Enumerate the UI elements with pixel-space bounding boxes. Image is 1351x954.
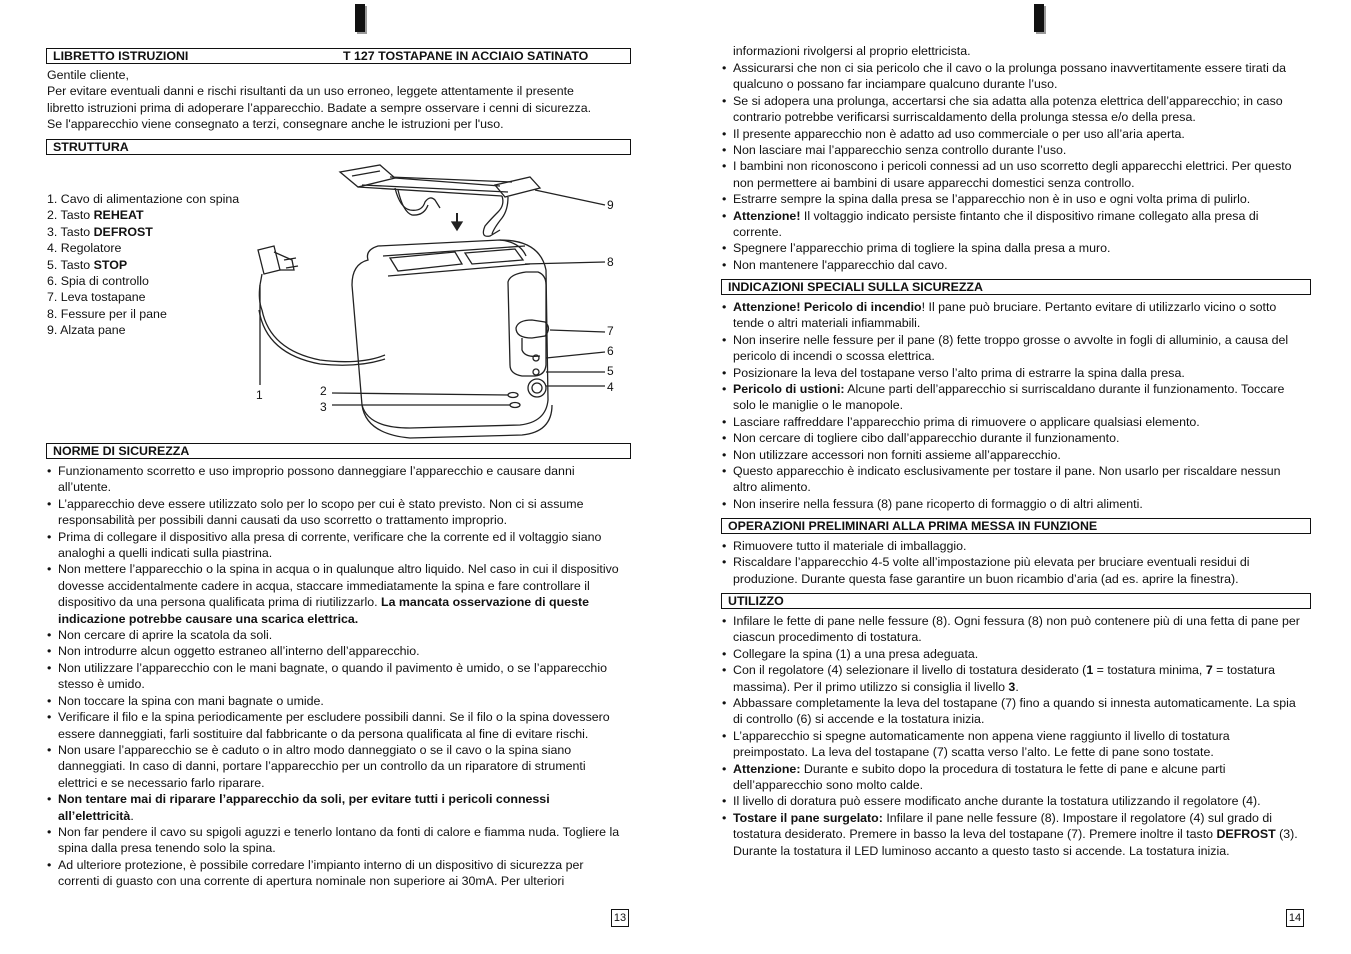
bullet-text: Non utilizzare accessori non forniti assieme all’apparecchio. [733,447,1061,462]
bullet-bold-text: Attenzione! Pericolo di incendio [733,300,922,314]
bullet-item [721,126,1306,142]
section-title: INDICAZIONI SPECIALI SULLA SICUREZZA [728,280,983,294]
usage-list [721,613,1306,859]
bullet-text: Ad ulteriore protezione, è possibile corredare l’impianto interno di un dispositivo di sicurezza per correnti di guasto con una corrente di apertura nominale non superiore ai 30mA. Per ulteriori [58,857,584,889]
part-item [47,322,239,338]
part-label: 7. Leva tostapane [47,290,146,305]
callout-5: 5 [607,364,614,378]
bullet-item [721,761,1306,794]
callout-3: 3 [320,400,327,414]
bullet-item [46,791,626,824]
bullet-bold-text: Non tentare mai di riparare l’apparecchio da soli, per evitare tutti i pericoli connessi all’elettricità [58,792,550,823]
bullet-text: Funzionamento scorretto e uso improprio possono danneggiare l’apparecchio e causare danni all’utente. [58,464,575,495]
bullet-text: . [130,808,134,823]
bullet-text: Non cercare di togliere cibo dall’apparecchio durante il funzionamento. [733,431,1120,446]
intro-text [47,67,637,133]
bullet-text: Non introdurre alcun oggetto estraneo all’interno dell’apparecchio. [58,644,420,659]
bullet-item [721,463,1306,496]
right-page [676,0,1351,954]
bullet-item [721,60,1306,93]
bullet-item [46,627,626,643]
safety-rules-continued-list [721,60,1306,273]
intro-line: Gentile cliente, [47,68,129,82]
continuation-text: informazioni rivolgersi al proprio elettricista. [733,44,971,58]
page-number: 13 [611,909,629,927]
bullet-text: Non lasciare mai l’apparecchio senza controllo durante l’uso. [733,143,1067,158]
special-safety-list [721,299,1306,512]
bullet-item [721,538,1306,554]
language-tab-marker [1034,4,1044,32]
bullet-bold-text: Attenzione! [733,208,801,223]
bullet-item [721,332,1306,365]
bullet-text: Non inserire nella fessura (8) pane ricoperto di formaggio o di altri alimenti. [733,496,1143,511]
part-bold-label: REHEAT [93,208,144,223]
toaster-illustration [240,160,620,445]
part-item [47,207,239,223]
parts-list [47,191,239,339]
bullet-item [46,643,626,659]
section-header-struttura [46,139,631,155]
bullet-text: Il livello di doratura può essere modificato anche durante la tostatura utilizzando il regolatore (4). [733,794,1261,809]
part-label: 5. Tasto [47,257,94,272]
bullet-bold-text: Pericolo di ustioni: [733,382,845,397]
part-label: 2. Tasto [47,208,94,223]
bullet-bold-text: Attenzione: [733,761,801,776]
part-label: 9. Alzata pane [47,323,126,338]
bullet-item [721,728,1306,761]
bullet-text: Non utilizzare l’apparecchio con le mani bagnate, o quando il pavimento è umido, o se l’apparecchio stesso è umido. [58,660,607,692]
bullet-item [721,496,1306,512]
bullet-item [46,693,626,709]
bullet-text: Il presente apparecchio non è adatto ad uso commerciale o per uso all’aria aperta. [733,126,1185,141]
callout-7: 7 [607,324,614,338]
section-header-utilizzo [721,593,1311,609]
intro-line: libretto istruzioni prima di adoperare l’apparecchio. Badate a sempre osservare i cenni di sicurezza. [47,100,592,115]
section-header-operazioni [721,518,1311,534]
bullet-text: Assicurarsi che non ci sia pericolo che il cavo o la prolunga possano inavvertitamente essere tirati da qualcuno o possano far inciampare qualcuno durante l’uso. [733,61,1287,92]
bullet-item [721,191,1306,207]
part-item [47,191,239,207]
bullet-item [721,381,1306,414]
bullet-text: Prima di collegare il dispositivo alla presa di corrente, verificare che la corrente ed il voltaggio siano analoghi a quelli indicati sulla piastrina. [58,529,602,561]
bullet-item [721,414,1306,430]
manual-header [46,48,631,64]
section-title: UTILIZZO [728,594,784,608]
bullet-item [721,447,1306,463]
part-label: 6. Spia di controllo [47,274,149,289]
bullet-text: Alcune parti dell’apparecchio si surriscaldano durante il funzionamento. Toccare solo le maniglie o le manopole. [733,382,1285,413]
bullet-item [46,463,626,496]
bullet-item [721,613,1306,646]
intro-line: Se l'apparecchio viene consegnato a terzi, consegnare anche le istruzioni per l'uso. [47,117,504,132]
bullet-text: Non cercare di aprire la scatola da soli. [58,628,273,643]
bullet-text: Non inserire nelle fessure per il pane (8) fette troppo grosse o avvolte in fogli di alluminio, a causa del pericolo di incendi o scossa elettrica. [733,332,1289,364]
preliminary-ops-list [721,538,1306,587]
bullet-item [721,554,1306,587]
callout-9: 9 [607,198,614,212]
part-item [47,257,239,273]
header-model: T 127 TOSTAPANE IN ACCIAIO SATINATO [343,49,589,63]
callout-4: 4 [607,380,614,394]
bullet-text: Non usare l’apparecchio se è caduto o in altro modo danneggiato o se il cavo o la spina siano danneggiati. In caso di danni, portare l’apparecchio per un controllo da un riparatore di strumenti elettrici e se necessario farlo riparare. [58,742,586,790]
bullet-text: Non toccare la spina con mani bagnate o umide. [58,693,324,708]
callout-8: 8 [607,255,614,269]
part-label: 4. Regolatore [47,241,122,256]
bullet-item [721,646,1306,662]
bullet-text: Posizionare la leva del tostapane verso l’alto prima di estrarre la spina dalla presa. [733,365,1185,380]
bullet-item [721,299,1306,332]
bullet-text: Durante e subito dopo la procedura di tostatura le fette di pane e alcune parti dell’apparecchio sono molto calde. [733,761,1226,793]
bullet-item [721,430,1306,446]
bullet-item [46,709,626,742]
callout-1: 1 [256,388,263,402]
bullet-item: • Tostare il pane surgelato: Infilare il pane nelle fessure (8). Impostare il regolatore (4) sul grado di tostatura desiderato. Premere in basso la leva del tostapane (7). Premere inoltre il tasto DEFROST (3). Durante la tostatura il LED luminoso accanto a questo tasto si accende. La tostatura inizia. [721,810,1306,859]
bullet-text: L’apparecchio si spegne automaticamente non appena viene raggiunto il livello di tostatura preimpostato. La leva del tostapane (7) scatta verso l’alto. Le fette di pane sono tostate. [733,728,1230,760]
bullet-item [46,857,626,890]
left-page [0,0,675,954]
section-title: OPERAZIONI PRELIMINARI ALLA PRIMA MESSA IN FUNZIONE [728,519,1098,533]
bullet-item [721,365,1306,381]
safety-rules-list [46,463,626,890]
bullet-item [721,158,1306,191]
bullet-item [721,208,1306,241]
bullet-text: Lasciare raffreddare l’apparecchio prima di rimuovere o applicare qualsiasi elemento. [733,414,1200,429]
bullet-item [721,240,1306,256]
bullet-item [46,529,626,562]
callout-2: 2 [320,384,327,398]
bullet-item [721,695,1306,728]
bullet-text: Se si adopera una prolunga, accertarsi che sia adatta alla potenza elettrica dell’apparecchio; in caso contrario potrebbe verificarsi surriscaldamento della prolunga stessa e/o della presa. [733,93,1283,125]
bullet-item [46,561,626,627]
bullet-bold-text: La mancata osservazione di queste indicazione potrebbe causare una scarica elettrica. [58,595,589,626]
part-label: 1. Cavo di alimentazione con spina [47,192,240,206]
header-title: LIBRETTO ISTRUZIONI [53,49,189,63]
language-tab-marker [355,4,365,32]
bullet-text: I bambini non riconoscono i pericoli connessi ad un uso scorretto degli apparecchi elettrici. Per questo non permettere ai bambini di usare apparecchi domestici senza controllo. [733,159,1292,190]
bullet-item [46,742,626,791]
bullet-text: L’apparecchio deve essere utilizzato solo per lo scopo per cui è stato previsto. Non ci si assume responsabilità per possibili danni causati da uso scorretto o trattamento improprio. [58,496,584,528]
bullet-text: ! Il pane può bruciare. Pertanto evitare di utilizzarlo vicino o sotto tende o altri materiali infiammabili. [733,300,1277,331]
intro-line: Per evitare eventuali danni e rischi risultanti da un uso erroneo, leggete attentamente il presente [47,84,574,99]
bullet-item [46,496,626,529]
callout-6: 6 [607,344,614,358]
section-header-speciali [721,279,1311,295]
bullet-item [721,93,1306,126]
page-number: 14 [1286,909,1304,927]
bullet-text: Non far pendere il cavo su spigoli aguzzi e tenerlo lontano da fonti di calore e fiamma nuda. Togliere la spina dalla presa tenendo solo la spina. [58,824,620,856]
bullet-text: Spegnere l’apparecchio prima di togliere la spina dalla presa a muro. [733,241,1111,256]
section-header-norme [46,443,631,459]
bullet-text: Questo apparecchio è indicato esclusivamente per tostare il pane. Non usarlo per riscaldare nessun altro alimento. [733,464,1281,495]
bullet-item [46,660,626,693]
bullet-text: Non mantenere l'apparecchio dal cavo. [733,257,948,272]
part-bold-label: DEFROST [93,224,153,239]
bullet-item [721,793,1306,809]
part-item [47,273,239,289]
part-item [47,306,239,322]
bullet-text: Rimuovere tutto il materiale di imballaggio. [733,539,967,553]
bullet-item [721,257,1306,273]
part-label: 3. Tasto [47,224,94,239]
part-item [47,224,239,240]
part-item [47,240,239,256]
part-item [47,289,239,305]
part-bold-label: STOP [93,257,128,272]
bullet-item [46,824,626,857]
bullet-item: • Con il regolatore (4) selezionare il livello di tostatura desiderato (1 = tostatura minima, 7 = tostatura massima). Per il primo utilizzo si consiglia il livello 3. [721,662,1306,695]
bullet-text: Abbassare completamente la leva del tostapane (7) fino a quando si innesta automaticamente. La spia di controllo (6) si accende e la tostatura inizia. [733,696,1296,727]
part-label: 8. Fessure per il pane [47,306,167,321]
bullet-text: Collegare la spina (1) a una presa adeguata. [733,646,979,661]
bullet-text: Il voltaggio indicato persiste fintanto che il dispositivo rimane collegato alla presa di corrente. [733,208,1259,240]
bullet-text: Estrarre sempre la spina dalla presa se l’apparecchio non è in uso e ogni volta prima di pulirlo. [733,192,1251,207]
bullet-item [721,142,1306,158]
bullet-text: Infilare le fette di pane nelle fessure (8). Ogni fessura (8) non può contenere più di una fetta di pane per ciascun procedimento di tostatura. [733,614,1300,645]
bullet-text: Riscaldare l’apparecchio 4-5 volte all’impostazione più elevata per bruciare eventuali residui di produzione. Durante questa fase garantire un buon ricambio d’aria (ad es. aprire la finestra). [733,555,1250,586]
bullet-text: Verificare il filo e la spina periodicamente per escludere possibili danni. Se il filo o la spina dovessero essere danneggiati, farli sostituire dal fabbricante o da persona qualificata al fine di evitare rischi. [58,710,610,741]
section-title: STRUTTURA [53,140,129,154]
bullet-text: Non mettere l’apparecchio o la spina in acqua o in qualunque altro liquido. Nel caso in cui il dispositivo dovesse accidentalmente cadere in acqua, staccare immediatamente la spina e fare controllare il dispositivo da una persona qualificata prima di riutilizzarlo. [58,562,619,610]
section-title: NORME DI SICUREZZA [53,444,190,458]
